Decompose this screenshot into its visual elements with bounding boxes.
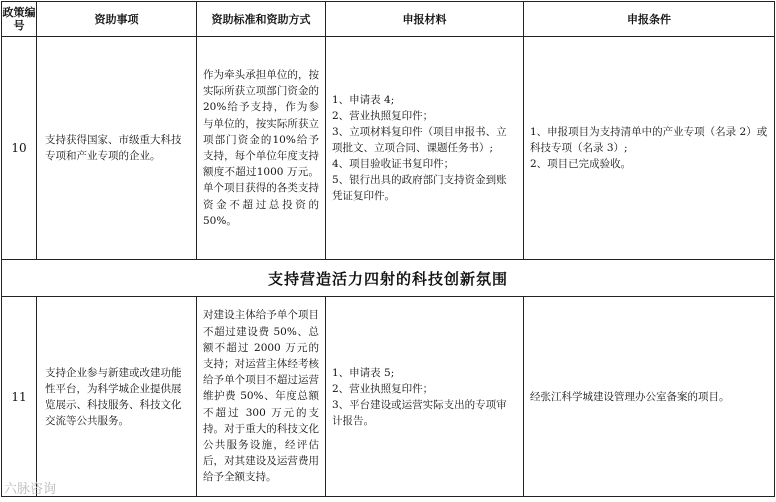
header-policy-number: 政策编号 <box>2 2 37 37</box>
policy-number: 11 <box>2 297 37 497</box>
list-item: 2、营业执照复印件； <box>332 110 434 122</box>
header-funding-standard: 资助标准和资助方式 <box>197 2 326 37</box>
funding-standard: 对建设主体给予单个项目不超过建设费 50%、总额不超过 2000 万元的支持；对运营主体经考核给予单个项目不超过运营维护费 50%、年度总额不超过 300 万元的支持。对于重大的科技文化公共服务设施，经评估后，对其建设及运营费用给予全额支持。 <box>197 297 326 497</box>
watermark-logo <box>4 478 56 497</box>
section-title: 支持营造活力四射的科技创新氛围 <box>2 260 775 297</box>
header-conditions: 申报条件 <box>524 2 775 37</box>
header-row <box>2 2 775 37</box>
section-row <box>2 260 775 297</box>
list-item: 1、申请表 4; <box>332 94 395 106</box>
materials-list <box>326 37 524 260</box>
funding-standard: 作为牵头承担单位的，按实际所获立项部门资金的 20%给予支持，作为参与单位的，按实际所获立项部门资金的10%给予支持，每个单位年度支持额度不超过1000 万元。单个项目获得的各类支持资金不超过总投资的 50%。 <box>197 37 326 260</box>
list-item: 3、立项材料复印件（项目申报书、立项批文、立项合同、课题任务书）; <box>332 126 507 154</box>
header-materials: 申报材料 <box>326 2 524 37</box>
watermark-text: 六脉咨询 <box>4 482 57 497</box>
list-item: 1、申报项目为支持清单中的产业专项（名录 2）或科技专项（名录 3）; <box>530 126 768 154</box>
list-item: 5、银行出具的政府部门支持资金到账凭证复印件。 <box>332 174 507 202</box>
funding-item: 支持企业参与新建或改建功能性平台，为科学城企业提供展览展示、科技服务、科技文化交流等公共服务。 <box>37 297 197 497</box>
list-item: 2、营业执照复印件； <box>332 382 434 395</box>
list-item: 3、平台建设或运营实际支出的专项审计报告。 <box>332 398 507 427</box>
list-item: 1、申请表 5; <box>332 366 395 379</box>
funding-item: 支持获得国家、市级重大科技专项和产业专项的企业。 <box>37 37 197 260</box>
table-row <box>2 297 775 497</box>
table-row <box>2 37 775 260</box>
conditions-list <box>524 37 775 260</box>
policy-table <box>1 1 775 497</box>
list-item: 2、项目已完成验收。 <box>530 158 632 170</box>
policy-number: 10 <box>2 37 37 260</box>
list-item: 4、项目验收证书复印件； <box>332 158 455 170</box>
conditions-list <box>524 297 775 497</box>
list-item: 经张江科学城建设管理办公室备案的项目。 <box>530 390 730 403</box>
materials-list <box>326 297 524 497</box>
header-funding-item: 资助事项 <box>37 2 197 37</box>
